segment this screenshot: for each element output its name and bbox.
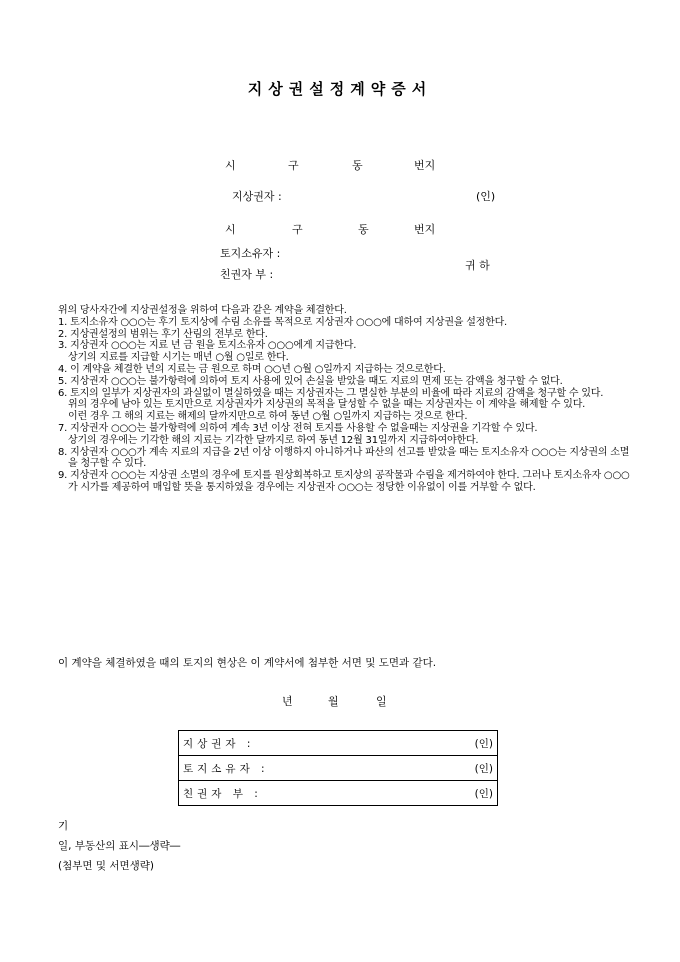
appendix-property: 일, 부동산의 표시―생략― <box>58 840 181 852</box>
clause-2: 2. 지상권설정의 범위는 후기 산림의 전부로 한다. <box>58 328 268 340</box>
address-gu-1: 구 <box>288 159 299 172</box>
address-beonji-1: 번지 <box>414 159 436 172</box>
signature-label: 지상권자 : <box>179 731 286 756</box>
signature-table <box>178 730 498 806</box>
address-beonji-2: 번지 <box>414 223 436 236</box>
address-si-1: 시 <box>225 159 236 172</box>
appendix-gi: 기 <box>58 820 69 832</box>
appendix-attachment: (첨부면 및 서면생략) <box>58 860 155 872</box>
date-year: 년 <box>282 695 293 708</box>
closing-text: 이 계약을 체결하였을 때의 토지의 현상은 이 계약서에 첨부한 서면 및 도면과 같다. <box>58 657 437 669</box>
clause-6-sub-1: 위의 경우에 남아 있는 토지만으로 지상권자가 지상권의 목적을 달성할 수 없을 때는 지상권자는 이 계약을 해제할 수 있다. <box>68 399 586 411</box>
clause-6: 6. 토지의 일부가 지상권자의 과실없이 멸실하였을 때는 지상권자는 그 멸실한 부분의 비율에 따라 지료의 감액을 청구할 수 있다. <box>58 387 604 399</box>
intro-text: 위의 당사자간에 지상권설정을 위하여 다음과 같은 계약을 체결한다. <box>58 305 347 316</box>
honorific: 귀 하 <box>465 259 490 272</box>
address-gu-2: 구 <box>292 223 303 236</box>
clause-5: 5. 지상권자 ○○○는 불가항력에 의하여 토지 사용에 있어 손실을 받았을 때도 지료의 면제 또는 감액을 청구할 수 없다. <box>58 375 563 387</box>
table-row <box>179 731 498 756</box>
guarantor-label: 친권자 부 : <box>220 268 274 281</box>
clause-4: 4. 이 계약을 체결한 년의 지료는 금 원으로 하며 ○○년 ○월 ○일까지 지급하는 것으로한다. <box>58 363 446 375</box>
clause-3: 3. 지상권자 ○○○는 지료 년 금 원을 토지소유자 ○○○에게 지급한다. <box>58 340 357 352</box>
landowner-label: 토지소유자 : <box>220 247 281 260</box>
superficiary-label: 지상권자 : <box>232 190 282 203</box>
date-day: 일 <box>376 695 387 708</box>
signature-label: 토지소유자 : <box>179 756 286 781</box>
date-month: 월 <box>328 695 339 708</box>
clause-3-sub: 상기의 지료를 지급할 시기는 매년 ○월 ○일로 한다. <box>68 352 289 364</box>
clause-9: 9. 지상권자 ○○○는 지상권 소멸의 경우에 토지를 원상회복하고 토지상의 공작물과 수림을 제거하여야 한다. 그러나 토지소유자 ○○○가 시가를 제공하여 매입할 뜻을 통지하였을 경우에는 지상권자 ○○○는 정당한 이유없이 이를 거부할 수 없다. <box>58 470 630 493</box>
address-dong-1: 동 <box>352 159 363 172</box>
clause-7: 7. 지상권자 ○○○는 불가항력에 의하여 계속 3년 이상 전혀 토지를 사용할 수 없을때는 지상권을 기각할 수 있다. <box>58 422 538 434</box>
table-row <box>179 756 498 781</box>
signature-seal: (인) <box>285 781 498 806</box>
table-row <box>179 781 498 806</box>
clause-8: 8. 지상권자 ○○○가 계속 지료의 지급을 2년 이상 이행하지 아니하거나 파산의 선고를 받았을 때는 토지소유자 ○○○는 지상권의 소멸을 청구할 수 있다. <box>58 446 630 470</box>
signature-seal: (인) <box>285 731 498 756</box>
signature-seal: (인) <box>285 756 498 781</box>
contract-body <box>58 305 630 494</box>
clause-7-sub: 상기의 경우에는 기각한 해의 지료는 기각한 달까지로 하여 동년 12월 31일까지 지급하여야한다. <box>68 434 479 446</box>
superficiary-seal: (인) <box>476 190 496 203</box>
address-si-2: 시 <box>225 223 236 236</box>
document-title: 지상권설정계약증서 <box>247 80 433 98</box>
clause-1: 1. 토지소유자 ○○○는 후기 토지상에 수림 소유를 목적으로 지상권자 ○○○에 대하여 지상권을 설정한다. <box>58 316 508 328</box>
clause-6-sub-2: 이런 경우 그 해의 지료는 해제의 달까지만으로 하여 동년 ○월 ○일까지 지급하는 것으로 한다. <box>68 411 468 423</box>
signature-label: 친권자 부 : <box>179 781 286 806</box>
address-dong-2: 동 <box>358 223 369 236</box>
